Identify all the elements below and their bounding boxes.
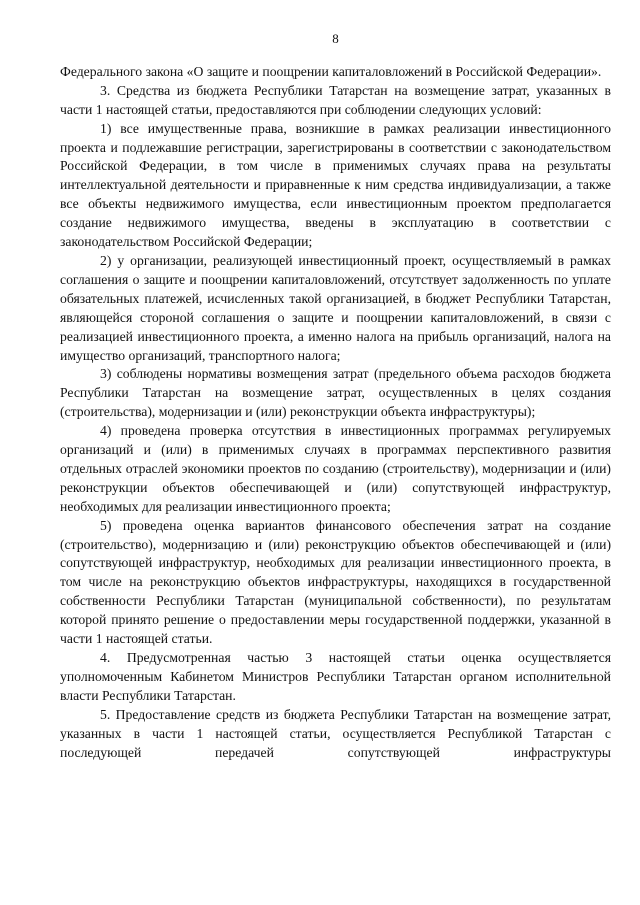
paragraph-item-3: 3. Средства из бюджета Республики Татарстан на возмещение затрат, указанных в части 1 настоящей статьи, предоставляются при соблюдении следующих условий: (60, 82, 611, 117)
page-number: 8 (332, 31, 339, 46)
paragraph-intro: Федерального закона «О защите и поощрении капиталовложений в Российской Федерации». (60, 63, 602, 79)
paragraph-item-5: 5. Предоставление средств из бюджета Республики Татарстан на возмещение затрат, указанных в части 1 настоящей статьи, осуществляется Республикой Татарстан с последующей передачей сопутствующей инфраструктуры (60, 706, 611, 760)
paragraph-item-4: 4. Предусмотренная частью 3 настоящей статьи оценка осуществляется уполномоченным Кабинетом Министров Республики Татарстан органом исполнительной власти Республики Татарстан. (60, 650, 611, 703)
paragraph-condition-5: 5) проведена оценка вариантов финансового обеспечения затрат на создание (строительство), модернизацию и (или) реконструкцию объектов обеспечивающей и (или) сопутствующей инфраструктур, необходимых для реализации инвестиционного проекта, в том числе на реконструкцию объектов инфраструктуры, находящихся в государственной собственности Республики Татарстан (муниципальной собственности), по результатам которой принято решение о предоставлении меры государственной поддержки, указанной в части 1 настоящей статьи. (60, 517, 611, 647)
paragraph-condition-1: 1) все имущественные права, возникшие в рамках реализации инвестиционного проекта и подлежавшие регистрации, зарегистрированы в соответствии с законодательством Российской Федерации, в том числе в применимых случаях права на результаты интеллектуальной деятельности и приравненные к ним средства индивидуализации, а также все объекты недвижимого имущества, если инвестиционным проектом предполагается создание недвижимого имущества, введены в эксплуатацию в соответствии с законодательством Российской Федерации; (60, 120, 611, 250)
document-page (60, 30, 611, 762)
paragraph-condition-4: 4) проведена проверка отсутствия в инвестиционных программах регулируемых организаций и (или) в применимых случаях в программах перспективного развития отдельных отраслей экономики проектов по созданию (строительству), модернизации и (или) реконструкции объектов обеспечивающей и (или) сопутствующей инфраструктур, необходимых для реализации инвестиционного проекта; (60, 423, 611, 514)
paragraph-condition-3: 3) соблюдены нормативы возмещения затрат (предельного объема расходов бюджета Республики Татарстан на возмещение затрат, осуществленных в целях создания (строительства), модернизации и (или) реконструкции объекта инфраструктуры); (60, 366, 611, 420)
paragraph-condition-2: 2) у организации, реализующей инвестиционный проект, осуществляемый в рамках соглашения о защите и поощрении капиталовложений, отсутствует задолженность по уплате обязательных платежей, исчисленных такой организацией, в бюджет Республики Татарстан, являющейся стороной соглашения о защите и поощрении капиталовложений, в связи с реализацией инвестиционного проекта, а именно налога на прибыль организаций, налога на имущество организаций, транспортного налога; (60, 252, 611, 363)
